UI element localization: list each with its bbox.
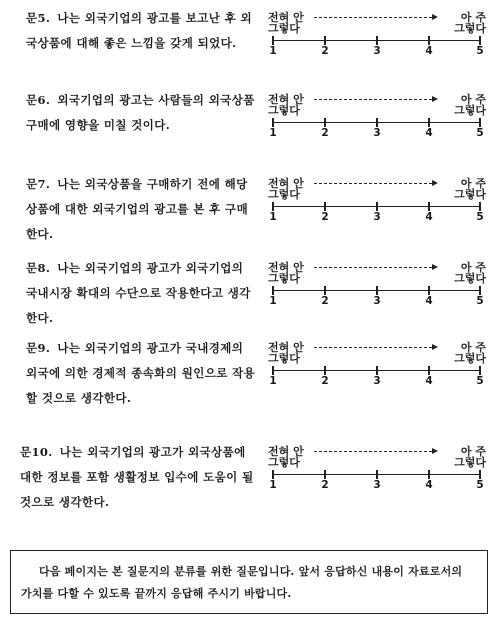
scale-tick[interactable] — [376, 202, 378, 211]
scale-tick[interactable] — [479, 366, 481, 375]
scale-tick[interactable] — [376, 118, 378, 127]
scale-high-label: 아 주 그렇다 — [454, 341, 486, 365]
scale-high-label: 아 주 그렇다 — [454, 11, 486, 35]
scale-high-label: 아 주 그렇다 — [454, 445, 486, 469]
scale-tick[interactable] — [272, 366, 274, 375]
scale-point-label: 5 — [476, 295, 484, 307]
question-text — [26, 336, 256, 411]
question-number: 문5. — [26, 11, 51, 25]
scale-low-label: 전혀 안 그렇다 — [268, 445, 304, 469]
scale-point-label: 5 — [476, 211, 484, 223]
scale-tick[interactable] — [324, 36, 326, 45]
likert-scale — [264, 342, 488, 402]
scale-low-label: 전혀 안 그렇다 — [268, 341, 304, 365]
arrow-icon — [314, 451, 432, 452]
arrow-icon — [314, 267, 432, 268]
scale-tick[interactable] — [479, 286, 481, 295]
scale-tick[interactable] — [479, 118, 481, 127]
scale-tick[interactable] — [479, 36, 481, 45]
scale-point-label: 1 — [269, 375, 277, 387]
scale-point-label: 1 — [269, 479, 277, 491]
scale-tick[interactable] — [428, 286, 430, 295]
question-text — [26, 172, 256, 247]
question-body: 외국기업의 광고는 사람들의 외국상품 구매에 영향을 미칠 것이다. — [26, 93, 255, 132]
question-number: 문10. — [20, 445, 53, 459]
scale-tick[interactable] — [272, 470, 274, 479]
scale-point-label: 4 — [425, 45, 433, 57]
scale-point-label: 5 — [476, 479, 484, 491]
scale-point-label: 5 — [476, 375, 484, 387]
arrow-icon — [314, 99, 432, 100]
scale-point-label: 2 — [321, 211, 329, 223]
scale-tick[interactable] — [324, 366, 326, 375]
scale-tick[interactable] — [272, 36, 274, 45]
scale-point-label: 1 — [269, 127, 277, 139]
scale-point-label: 4 — [425, 375, 433, 387]
question-number: 문7. — [26, 177, 51, 191]
scale-point-label: 2 — [321, 375, 329, 387]
scale-point-label: 5 — [476, 45, 484, 57]
question-body: 나는 외국상품을 구매하기 전에 해당상품에 대한 외국기업의 광고를 본 후 구매한다. — [26, 177, 249, 241]
scale-point-label: 5 — [476, 127, 484, 139]
scale-tick[interactable] — [376, 366, 378, 375]
scale-point-label: 3 — [373, 295, 381, 307]
scale-point-label: 3 — [373, 479, 381, 491]
scale-point-label: 3 — [373, 45, 381, 57]
scale-tick[interactable] — [376, 286, 378, 295]
scale-high-label: 아 주 그렇다 — [454, 93, 486, 117]
scale-tick[interactable] — [324, 202, 326, 211]
scale-point-label: 1 — [269, 211, 277, 223]
scale-point-label: 3 — [373, 127, 381, 139]
arrow-icon — [314, 347, 432, 348]
scale-tick[interactable] — [428, 470, 430, 479]
footer-notice-text: 다음 페이지는 본 질문지의 분류를 위한 질문입니다. 앞서 응답하신 내용이 자료로서의 가치를 다할 수 있도록 끝까지 응답해 주시기 바랍니다. — [21, 565, 463, 600]
scale-low-label: 전혀 안 그렇다 — [268, 93, 304, 117]
question-number: 문6. — [26, 93, 51, 107]
scale-point-label: 4 — [425, 211, 433, 223]
question-number: 문8. — [26, 261, 51, 275]
scale-point-label: 3 — [373, 375, 381, 387]
scale-tick[interactable] — [272, 202, 274, 211]
scale-point-label: 2 — [321, 295, 329, 307]
question-body: 나는 외국기업의 광고가 외국기업의 국내시장 확대의 수단으로 작용한다고 생각한다. — [26, 261, 251, 325]
scale-point-label: 2 — [321, 127, 329, 139]
scale-tick[interactable] — [428, 202, 430, 211]
scale-low-label: 전혀 안 그렇다 — [268, 11, 304, 35]
scale-point-label: 1 — [269, 295, 277, 307]
scale-tick[interactable] — [428, 36, 430, 45]
arrow-icon — [314, 183, 432, 184]
scale-tick[interactable] — [324, 470, 326, 479]
likert-scale — [264, 178, 488, 238]
scale-point-label: 3 — [373, 211, 381, 223]
footer-notice-box — [10, 550, 488, 614]
question-body: 나는 외국기업의 광고가 국내경제의 외국에 의한 경제적 종속화의 원인으로 작용할 것으로 생각한다. — [26, 341, 256, 405]
scale-point-label: 2 — [321, 45, 329, 57]
scale-tick[interactable] — [479, 202, 481, 211]
scale-high-label: 아 주 그렇다 — [454, 261, 486, 285]
likert-scale — [264, 12, 488, 72]
scale-point-label: 4 — [425, 479, 433, 491]
question-text — [26, 256, 256, 331]
scale-low-label: 전혀 안 그렇다 — [268, 177, 304, 201]
scale-point-label: 2 — [321, 479, 329, 491]
question-text — [26, 88, 256, 138]
scale-tick[interactable] — [376, 36, 378, 45]
scale-tick[interactable] — [272, 286, 274, 295]
scale-tick[interactable] — [479, 470, 481, 479]
scale-tick[interactable] — [324, 118, 326, 127]
question-text — [26, 6, 256, 56]
scale-point-label: 4 — [425, 127, 433, 139]
likert-scale — [264, 446, 488, 506]
question-body: 나는 외국기업의 광고가 외국상품에 대한 정보를 포함 생활정보 입수에 도움이 될 것으로 생각한다. — [20, 445, 254, 509]
question-text — [20, 440, 256, 515]
scale-point-label: 4 — [425, 295, 433, 307]
scale-tick[interactable] — [324, 286, 326, 295]
arrow-icon — [314, 17, 432, 18]
question-body: 나는 외국기업의 광고를 보고난 후 외국상품에 대해 좋은 느낌을 갖게 되었다. — [26, 11, 253, 50]
scale-point-label: 1 — [269, 45, 277, 57]
scale-high-label: 아 주 그렇다 — [454, 177, 486, 201]
likert-scale — [264, 94, 488, 154]
scale-tick[interactable] — [428, 118, 430, 127]
scale-tick[interactable] — [428, 366, 430, 375]
likert-scale — [264, 262, 488, 322]
question-number: 문9. — [26, 341, 51, 355]
scale-tick[interactable] — [376, 470, 378, 479]
scale-tick[interactable] — [272, 118, 274, 127]
scale-low-label: 전혀 안 그렇다 — [268, 261, 304, 285]
